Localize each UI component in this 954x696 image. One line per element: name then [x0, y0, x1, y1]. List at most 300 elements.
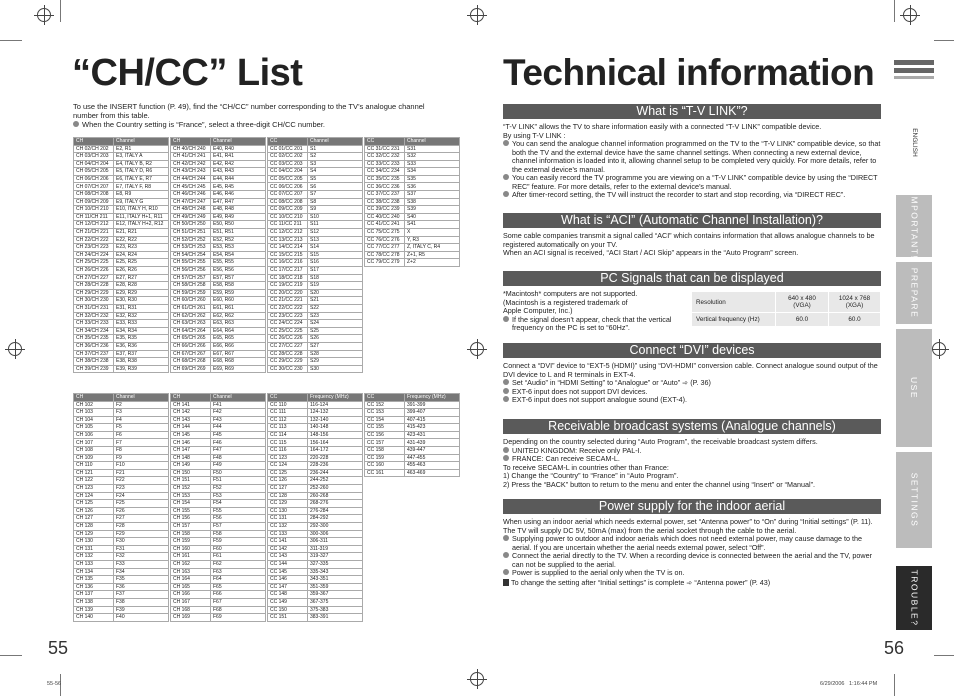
table-cell: CH 141	[171, 401, 211, 409]
table-cell: CC 02/CC 202	[268, 153, 308, 161]
table-row	[268, 500, 363, 508]
table-row	[74, 244, 169, 252]
channel-table	[170, 393, 266, 622]
table-cell: S13	[308, 236, 363, 244]
footer-date: 6/29/2006 1:16:44 PM	[820, 681, 878, 687]
table-row	[171, 447, 266, 455]
table-cell: CH 41/CH 241	[171, 153, 211, 161]
table-row	[171, 424, 266, 432]
table-row	[268, 614, 363, 622]
section-body-dvi	[503, 362, 881, 405]
table-cell: CH 160	[171, 545, 211, 553]
table-cell: S19	[308, 282, 363, 290]
side-tab-trouble[interactable]: TROUBLE?	[896, 566, 932, 630]
table-cell: S22	[308, 304, 363, 312]
table-cell: CH 62/CH 262	[171, 312, 211, 320]
table-cell: E56, R56	[211, 267, 266, 275]
table-cell: CC 129	[268, 500, 308, 508]
table-cell: 220-228	[308, 454, 363, 462]
table-cell: E69, R69	[211, 365, 266, 373]
table-cell: 148-156	[308, 431, 363, 439]
paragraph: Some cable companies transmit a signal called “ACI” which contains information that allows analogue channels to be registered automatically on your TV.	[503, 231, 875, 249]
table-row	[268, 251, 363, 259]
bullet-icon	[503, 379, 509, 385]
channel-table	[267, 137, 363, 373]
intro-text	[73, 102, 453, 129]
table-cell: CH 129	[74, 530, 114, 538]
table-cell: F22	[114, 477, 169, 485]
crop-mark	[0, 655, 22, 656]
table-cell: F2	[114, 401, 169, 409]
table-cell: CC 05/CC 205	[268, 175, 308, 183]
table-row	[171, 198, 266, 206]
table-row	[74, 168, 169, 176]
bullet-icon	[503, 447, 509, 453]
table-cell: E50, R50	[211, 221, 266, 229]
table-cell: 164-172	[308, 447, 363, 455]
table-cell: S32	[405, 153, 460, 161]
table-row	[171, 251, 266, 259]
table-row	[268, 304, 363, 312]
table-row	[268, 297, 363, 305]
table-row	[171, 358, 266, 366]
table-header-cell: Channel	[308, 138, 363, 146]
table-row	[74, 213, 169, 221]
table-cell: E38, R38	[114, 358, 169, 366]
table-cell: CH 124	[74, 492, 114, 500]
table-cell: F32	[114, 553, 169, 561]
table-row	[171, 507, 266, 515]
table-cell: CH 152	[171, 485, 211, 493]
table-cell: CH 63/CH 263	[171, 320, 211, 328]
table-cell: S31	[405, 145, 460, 153]
table-row	[268, 424, 363, 432]
table-cell: CH 126	[74, 507, 114, 515]
table-row	[268, 515, 363, 523]
table-cell: S15	[308, 251, 363, 259]
table-cell: CH 108	[74, 447, 114, 455]
table-cell: CC 21/CC 221	[268, 297, 308, 305]
channel-table	[364, 137, 460, 267]
table-row	[268, 221, 363, 229]
table-cell: E2, R1	[114, 145, 169, 153]
table-row	[365, 454, 460, 462]
table-cell: CH 133	[74, 560, 114, 568]
table-cell: CH 03/CH 203	[74, 153, 114, 161]
table-cell: CH 22/CH 222	[74, 236, 114, 244]
table-row	[171, 583, 266, 591]
table-cell: 1024 x 768 (XGA)	[829, 292, 881, 313]
table-row	[171, 365, 266, 373]
table-cell: CH 46/CH 246	[171, 191, 211, 199]
table-cell: CC 149	[268, 598, 308, 606]
table-row	[171, 145, 266, 153]
section-heading-aci: What is “ACI” (Automatic Channel Installation)?	[503, 213, 881, 228]
table-cell: S23	[308, 312, 363, 320]
table-cell: F42	[211, 409, 266, 417]
registration-mark-top-right	[903, 8, 917, 22]
bullet-icon	[503, 552, 509, 558]
section-body-pc-signals	[503, 290, 683, 333]
table-row	[74, 304, 169, 312]
table-cell: F47	[211, 447, 266, 455]
footer-file-label: 55-56	[47, 681, 62, 687]
table-row	[74, 191, 169, 199]
table-cell: 423-431	[405, 431, 460, 439]
table-row	[268, 606, 363, 614]
table-row	[268, 358, 363, 366]
table-row	[171, 153, 266, 161]
bullet-item: EXT-6 input does not support analogue sound (EXT-4).	[503, 396, 881, 405]
table-cell: 244-252	[308, 477, 363, 485]
table-cell: E22, R22	[114, 236, 169, 244]
table-cell: E8, R9	[114, 191, 169, 199]
table-cell: 375-383	[308, 606, 363, 614]
table-cell: F38	[114, 598, 169, 606]
table-row	[268, 492, 363, 500]
table-row	[171, 545, 266, 553]
table-row	[171, 492, 266, 500]
table-cell: S10	[308, 213, 363, 221]
table-cell: CC 160	[365, 462, 405, 470]
table-cell: 292-300	[308, 523, 363, 531]
table-cell: CC 78/CC 278	[365, 251, 405, 259]
table-cell: CC 77/CC 277	[365, 244, 405, 252]
table-cell: E51, R51	[211, 229, 266, 237]
table-header-cell: Channel	[114, 138, 169, 146]
table-cell: CC 132	[268, 523, 308, 531]
table-cell: CC 143	[268, 553, 308, 561]
table-cell: E25, R25	[114, 259, 169, 267]
bullet-icon	[503, 191, 509, 197]
table-cell: CH 07/CH 207	[74, 183, 114, 191]
table-cell: 156-164	[308, 439, 363, 447]
table-cell: S17	[308, 267, 363, 275]
note: To change the setting after “Initial settings” is complete ➾ “Antenna power” (P. 43)	[503, 579, 881, 588]
table-row	[74, 251, 169, 259]
table-cell: CH 06/CH 206	[74, 175, 114, 183]
table-row	[692, 313, 881, 327]
table-cell: CC 161	[365, 469, 405, 477]
table-header-cell: CC	[365, 138, 405, 146]
table-cell: CH 64/CH 264	[171, 327, 211, 335]
table-row	[171, 500, 266, 508]
table-row	[365, 424, 460, 432]
table-cell: 415-423	[405, 424, 460, 432]
table-cell: CH 134	[74, 568, 114, 576]
table-cell: S8	[308, 198, 363, 206]
table-row	[268, 591, 363, 599]
section-heading-tv-link: What is “T-V LINK”?	[503, 104, 881, 119]
registration-mark-mid-left	[8, 342, 22, 356]
table-row	[171, 614, 266, 622]
table-cell: S16	[308, 259, 363, 267]
table-cell: CC 153	[365, 409, 405, 417]
table-header-row	[365, 138, 460, 146]
side-tab-english[interactable]: ENGLISH	[910, 127, 918, 157]
table-cell: CC 142	[268, 545, 308, 553]
table-row	[74, 145, 169, 153]
table-cell: CH 121	[74, 469, 114, 477]
table-row	[171, 289, 266, 297]
table-cell: CH 104	[74, 416, 114, 424]
table-cell: CH 27/CH 227	[74, 274, 114, 282]
crop-mark	[60, 0, 61, 22]
table-cell: CH 25/CH 225	[74, 259, 114, 267]
table-cell: CH 161	[171, 553, 211, 561]
table-cell: 383-391	[308, 614, 363, 622]
table-cell: CH 138	[74, 598, 114, 606]
table-cell: E12, ITALY H+2, R12	[114, 221, 169, 229]
table-header-cell: CC	[268, 394, 308, 402]
registration-mark-bottom-center	[470, 672, 484, 686]
table-cell: F30	[114, 538, 169, 546]
table-cell: F46	[211, 439, 266, 447]
table-row	[268, 469, 363, 477]
table-row	[171, 191, 266, 199]
table-row	[171, 560, 266, 568]
table-cell: S1	[308, 145, 363, 153]
table-cell: E61, R61	[211, 304, 266, 312]
table-cell: CH 151	[171, 477, 211, 485]
table-cell: CH 147	[171, 447, 211, 455]
bullet-icon	[503, 535, 509, 541]
table-row	[74, 229, 169, 237]
table-cell: CC 141	[268, 538, 308, 546]
intro-line: To use the INSERT function (P. 49), find the “CH/CC” number corresponding to the TV’s analogue channel	[73, 102, 425, 111]
table-cell: CC 147	[268, 583, 308, 591]
table-cell: CH 32/CH 232	[74, 312, 114, 320]
table-cell: CH 123	[74, 485, 114, 493]
table-cell: E30, R30	[114, 297, 169, 305]
table-cell: CH 23/CH 223	[74, 244, 114, 252]
table-row	[171, 160, 266, 168]
note-square-icon	[503, 579, 509, 586]
table-cell: CC 13/CC 213	[268, 236, 308, 244]
table-cell: CC 131	[268, 515, 308, 523]
paragraph: *Macintosh* computers are not supported.	[503, 289, 638, 298]
table-cell: CC 03/CC 203	[268, 160, 308, 168]
table-row	[268, 168, 363, 176]
table-cell: E28, R28	[114, 282, 169, 290]
table-cell: E46, R46	[211, 191, 266, 199]
table-cell: CH 09/CH 209	[74, 198, 114, 206]
table-cell: CC 159	[365, 454, 405, 462]
table-cell: CC 07/CC 207	[268, 191, 308, 199]
table-row	[268, 447, 363, 455]
table-cell: F23	[114, 485, 169, 493]
table-row	[268, 545, 363, 553]
section-heading-indoor-aerial: Power supply for the indoor aerial	[503, 499, 881, 514]
page-title-technical-information: Technical information	[503, 52, 875, 93]
table-cell: F57	[211, 523, 266, 531]
table-cell: E55, R55	[211, 259, 266, 267]
table-cell: CC 76/CC 276	[365, 236, 405, 244]
table-header-cell: Channel	[405, 138, 460, 146]
table-cell: CC 126	[268, 477, 308, 485]
table-cell: E35, R35	[114, 335, 169, 343]
table-cell: E63, R63	[211, 320, 266, 328]
table-header-cell: Frequency (MHz)	[308, 394, 363, 402]
side-tab-important[interactable]: IMPORTANT!	[896, 195, 932, 257]
table-cell: CH 135	[74, 576, 114, 584]
table-row	[268, 530, 363, 538]
table-cell: F34	[114, 568, 169, 576]
table-row	[171, 312, 266, 320]
table-cell: F65	[211, 583, 266, 591]
table-cell: CH 143	[171, 416, 211, 424]
table-row	[171, 274, 266, 282]
table-cell: CC 28/CC 228	[268, 350, 308, 358]
table-cell: CH 145	[171, 431, 211, 439]
table-cell: S25	[308, 327, 363, 335]
table-cell: 300-306	[308, 530, 363, 538]
table-row	[365, 153, 460, 161]
bullet-item: If the signal doesn’t appear, check that the vertical frequency on the PC is set to “60Hz”.	[503, 316, 683, 333]
table-cell: CC 30/CC 230	[268, 365, 308, 373]
table-cell: CH 167	[171, 598, 211, 606]
table-cell: S27	[308, 342, 363, 350]
bullet-item: Supplying power to outdoor and indoor aerials which does not need external power, may cause damage to the aerial. If you are uncertain whether the aerial needs external power, select “Off”.	[503, 535, 881, 552]
table-cell: CC 22/CC 222	[268, 304, 308, 312]
table-cell: CH 109	[74, 454, 114, 462]
table-cell: F3	[114, 409, 169, 417]
table-header-cell: Channel	[211, 394, 266, 402]
side-tab-use[interactable]: USE	[896, 329, 932, 447]
table-row	[74, 342, 169, 350]
table-cell: CH 165	[171, 583, 211, 591]
table-cell: E9, ITALY G	[114, 198, 169, 206]
table-cell: E48, R48	[211, 206, 266, 214]
table-cell: CC 37/CC 237	[365, 191, 405, 199]
paragraph: To receive SECAM-L in countries other than France:	[503, 462, 669, 472]
table-row	[268, 538, 363, 546]
table-cell: CH 158	[171, 530, 211, 538]
table-cell: CH 107	[74, 439, 114, 447]
paragraph: Connect a “DVI” device to “EXT-5 (HDMI)” using “DVI-HDMI” conversion cable. Connect analogue sound output of the DVI device to L and R terminals in EXT-4.	[503, 361, 878, 379]
table-row	[171, 236, 266, 244]
table-row	[365, 447, 460, 455]
table-cell: CH 131	[74, 545, 114, 553]
table-row	[171, 320, 266, 328]
table-row	[171, 591, 266, 599]
table-row	[365, 409, 460, 417]
table-cell: E68, R68	[211, 358, 266, 366]
table-row	[268, 568, 363, 576]
table-row	[268, 229, 363, 237]
side-tab-prepare[interactable]: PREPARE	[896, 262, 932, 324]
table-row	[74, 606, 169, 614]
table-row	[171, 282, 266, 290]
table-cell: E39, R39	[114, 365, 169, 373]
table-cell: CC 110	[268, 401, 308, 409]
table-cell: CH 156	[171, 515, 211, 523]
table-header-cell: Channel	[114, 394, 169, 402]
table-cell: F64	[211, 576, 266, 584]
table-cell: F69	[211, 614, 266, 622]
bullet-icon	[503, 396, 509, 402]
table-cell: E31, R31	[114, 304, 169, 312]
channel-table	[170, 137, 266, 373]
table-row	[171, 439, 266, 447]
table-header-cell: CC	[268, 138, 308, 146]
table-cell: CC 40/CC 240	[365, 213, 405, 221]
table-cell: F24	[114, 492, 169, 500]
table-cell: F54	[211, 500, 266, 508]
table-row	[74, 568, 169, 576]
table-cell: CH 128	[74, 523, 114, 531]
table-cell: CC 114	[268, 431, 308, 439]
table-header-row	[171, 394, 266, 402]
table-cell: F33	[114, 560, 169, 568]
table-cell: CC 39/CC 239	[365, 206, 405, 214]
table-row	[171, 350, 266, 358]
table-row	[74, 447, 169, 455]
table-row	[171, 213, 266, 221]
table-cell: CC 32/CC 232	[365, 153, 405, 161]
table-row	[74, 545, 169, 553]
table-row	[268, 282, 363, 290]
channel-table	[73, 393, 169, 622]
table-cell: F58	[211, 530, 266, 538]
table-row	[268, 191, 363, 199]
table-cell: S26	[308, 335, 363, 343]
table-cell: CC 144	[268, 560, 308, 568]
table-cell: CH 34/CH 234	[74, 327, 114, 335]
table-row	[268, 312, 363, 320]
table-cell: CH 130	[74, 538, 114, 546]
table-cell: F49	[211, 462, 266, 470]
section-heading-pc-signals: PC Signals that can be displayed	[503, 271, 881, 286]
table-cell: F37	[114, 591, 169, 599]
table-cell: CH 39/CH 239	[74, 365, 114, 373]
paragraph: (Macintosh is a registered trademark of	[503, 297, 628, 307]
bullet-icon	[503, 569, 509, 575]
table-row	[365, 221, 460, 229]
table-cell: F5	[114, 424, 169, 432]
section-body-aci	[503, 232, 881, 258]
table-row	[74, 416, 169, 424]
paragraph: “T-V LINK” allows the TV to share information easily with a connected “T-V LINK” compatible device.	[503, 122, 822, 131]
table-row	[74, 320, 169, 328]
table-row	[171, 409, 266, 417]
table-cell: S41	[405, 221, 460, 229]
table-row	[74, 274, 169, 282]
table-row	[171, 431, 266, 439]
table-cell: S34	[405, 168, 460, 176]
table-cell: CC 116	[268, 447, 308, 455]
table-cell: F35	[114, 576, 169, 584]
crop-mark	[894, 0, 895, 22]
table-row	[74, 591, 169, 599]
table-row	[74, 312, 169, 320]
table-cell: F43	[211, 416, 266, 424]
table-row	[74, 598, 169, 606]
side-tab-settings[interactable]: SETTINGS	[896, 452, 932, 548]
table-cell: CC 145	[268, 568, 308, 576]
table-header-row	[365, 394, 460, 402]
channel-table	[267, 393, 363, 622]
table-row	[74, 439, 169, 447]
table-cell: CH 11/CH 211	[74, 213, 114, 221]
bullet-item: Set “Audio” in “HDMI Setting” to “Analogue” or “Auto” ➾ (P. 36)	[503, 379, 881, 388]
table-cell: CC 11/CC 211	[268, 221, 308, 229]
table-row	[74, 583, 169, 591]
table-row	[268, 320, 363, 328]
table-cell: S24	[308, 320, 363, 328]
table-cell: CH 153	[171, 492, 211, 500]
table-cell: 455-463	[405, 462, 460, 470]
